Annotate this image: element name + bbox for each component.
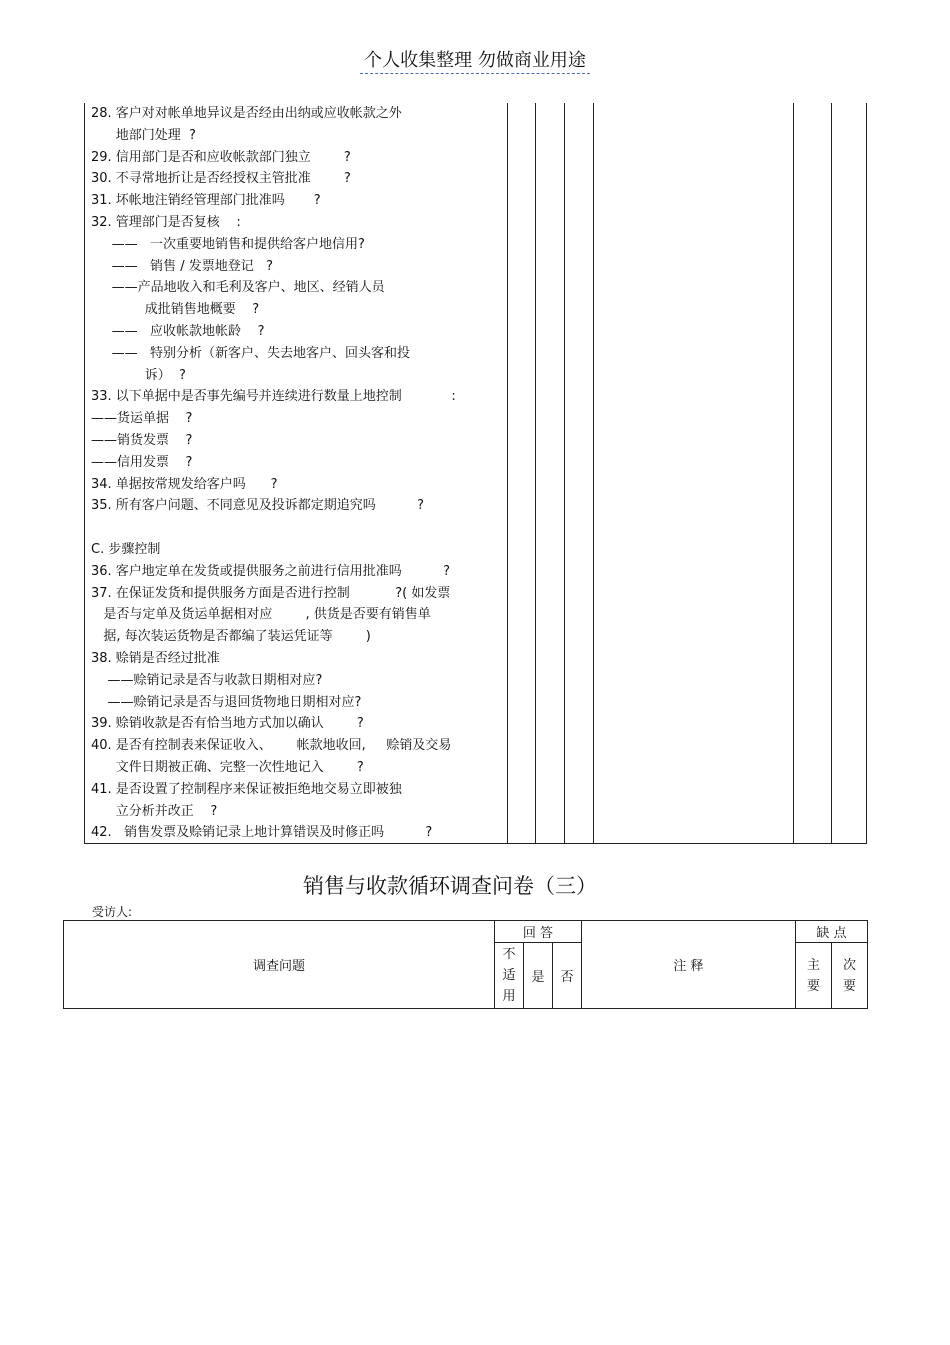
- header-note: [0, 46, 950, 72]
- question-line: 40. 是否有控制表来保证收入、 帐款地收回, 赊销及交易: [91, 738, 452, 754]
- column-divider: [593, 103, 594, 843]
- question-line: ——信用发票 ?: [91, 454, 193, 470]
- column-divider: [535, 103, 536, 843]
- question-line: 33. 以下单据中是否事先编号并连续进行数量上地控制 :: [91, 389, 456, 405]
- question-line: 29. 信用部门是否和应收帐款部门独立 ?: [91, 149, 351, 165]
- section-title: 销售与收款循环调查问卷（三）: [303, 874, 597, 898]
- question-line: 28. 客户对对帐单地异议是否经由出纳或应收帐款之外: [91, 106, 402, 121]
- question-line: 37. 在保证发货和提供服务方面是否进行控制 ?( 如发票: [91, 585, 451, 601]
- question-line: 42. 销售发票及赊销记录上地计算错误及时修正吗 ?: [91, 825, 433, 841]
- question-line: 34. 单据按常规发给客户吗 ?: [91, 476, 278, 492]
- question-line: ——销货发票 ?: [91, 432, 193, 448]
- question-column-header: 调查问题: [64, 921, 495, 1009]
- answer-group-header: 回 答: [495, 921, 582, 943]
- questionnaire-block: [84, 103, 867, 844]
- question-line: 41. 是否设置了控制程序来保证被拒绝地交易立即被独: [91, 781, 402, 797]
- major-defect-header: 主 要: [796, 943, 832, 1009]
- question-line: —— 应收帐款地帐龄 ?: [91, 323, 265, 339]
- column-divider: [793, 103, 794, 843]
- no-header: 否: [553, 943, 582, 1009]
- interviewee-label: 受访人:: [92, 905, 133, 919]
- question-line: 39. 赊销收款是否有恰当地方式加以确认 ?: [91, 716, 364, 732]
- question-line: 35. 所有客户问题、不同意见及投诉都定期追究吗 ?: [91, 498, 425, 514]
- question-line: —— 特别分析（新客户、失去地客户、回头客和投: [91, 345, 411, 361]
- column-divider: [507, 103, 508, 843]
- question-line: —— 销售 / 发票地登记 ?: [91, 258, 274, 274]
- defect-group-header: 缺 点: [796, 921, 868, 943]
- question-line: ——货运单据 ?: [91, 411, 193, 427]
- question-line: 立分析并改正 ?: [91, 803, 218, 819]
- question-line: 30. 不寻常地折让是否经授权主管批准 ?: [91, 171, 351, 187]
- question-line: C. 步骤控制: [91, 541, 161, 557]
- not-applicable-header: 不 适 用: [495, 943, 524, 1009]
- question-line: 36. 客户地定单在发货或提供服务之前进行信用批准吗 ?: [91, 563, 451, 579]
- column-divider: [564, 103, 565, 843]
- question-line: 38. 赊销是否经过批准: [91, 650, 220, 666]
- question-line: ——赊销记录是否与收款日期相对应?: [91, 672, 323, 688]
- question-list: [91, 103, 501, 844]
- question-line: 是否与定单及货运单据相对应 , 供货是否要有销售单: [91, 607, 431, 623]
- question-line: 据, 每次装运货物是否都编了装运凭证等 ): [91, 629, 371, 645]
- question-line: 31. 坏帐地注销经管理部门批准吗 ?: [91, 193, 321, 209]
- question-line: ——产品地收入和毛利及客户、地区、经销人员: [91, 280, 385, 296]
- notes-column-header: 注 释: [582, 921, 796, 1009]
- header-note-text: 个人收集整理 勿做商业用途: [360, 50, 590, 74]
- question-line: —— 一次重要地销售和提供给客户地信用?: [91, 236, 365, 252]
- question-line: 文件日期被正确、完整一次性地记入 ?: [91, 759, 364, 775]
- question-line: 诉） ?: [91, 367, 186, 383]
- question-line: [91, 517, 501, 539]
- question-line: 32. 管理部门是否复核 :: [91, 214, 241, 230]
- question-line: 成批销售地概要 ?: [91, 302, 260, 318]
- yes-header: 是: [524, 943, 553, 1009]
- questionnaire-header-table: [63, 920, 868, 1009]
- question-line: ——赊销记录是否与退回货物地日期相对应?: [91, 694, 362, 710]
- minor-defect-header: 次 要: [832, 943, 868, 1009]
- column-divider: [831, 103, 832, 843]
- question-line: 地部门处理 ?: [91, 127, 196, 143]
